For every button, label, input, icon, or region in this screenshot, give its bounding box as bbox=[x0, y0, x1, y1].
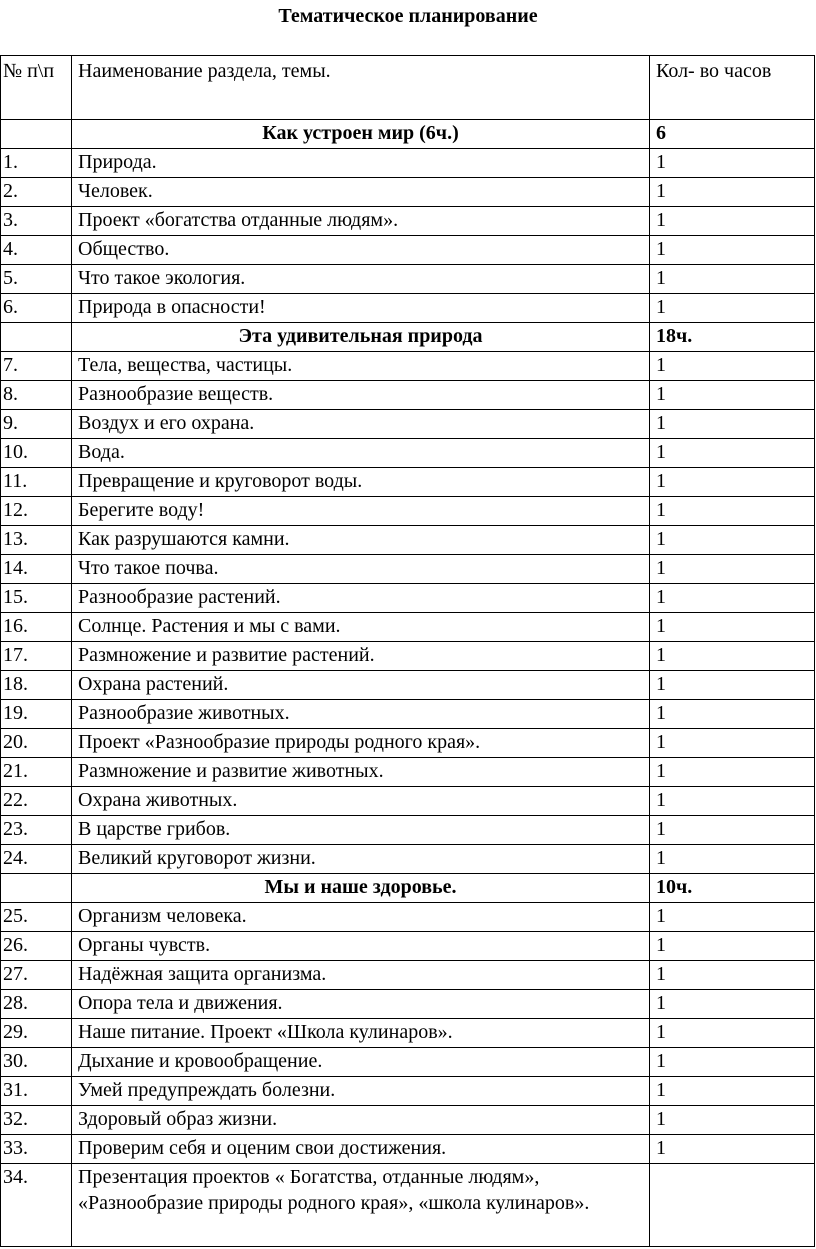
cell-num: 11. bbox=[1, 468, 72, 497]
cell-num: 23. bbox=[1, 816, 72, 845]
cell-hours: 1 bbox=[650, 700, 815, 729]
cell-hours: 1 bbox=[650, 1048, 815, 1077]
cell-num: 22. bbox=[1, 787, 72, 816]
cell-hours: 18ч. bbox=[650, 323, 815, 352]
section-row bbox=[1, 323, 815, 352]
cell-hours: 1 bbox=[650, 381, 815, 410]
section-row bbox=[1, 874, 815, 903]
cell-topic: Разнообразие животных. bbox=[72, 700, 650, 729]
cell-hours: 1 bbox=[650, 410, 815, 439]
cell-topic: Что такое почва. bbox=[72, 555, 650, 584]
cell-num: 34. bbox=[1, 1164, 72, 1247]
cell-topic: Что такое экология. bbox=[72, 265, 650, 294]
cell-topic: Превращение и круговорот воды. bbox=[72, 468, 650, 497]
cell-num: 32. bbox=[1, 1106, 72, 1135]
planning-table-body bbox=[1, 56, 815, 1247]
cell-hours: 1 bbox=[650, 439, 815, 468]
table-row bbox=[1, 352, 815, 381]
cell-hours: 1 bbox=[650, 265, 815, 294]
cell-topic: Дыхание и кровообращение. bbox=[72, 1048, 650, 1077]
header-name: Наименование раздела, темы. bbox=[72, 56, 650, 120]
cell-num: 16. bbox=[1, 613, 72, 642]
section-row bbox=[1, 120, 815, 149]
cell-topic: Наше питание. Проект «Школа кулинаров». bbox=[72, 1019, 650, 1048]
cell-topic: Охрана животных. bbox=[72, 787, 650, 816]
cell-hours: 1 bbox=[650, 584, 815, 613]
cell-topic: Организм человека. bbox=[72, 903, 650, 932]
table-row bbox=[1, 410, 815, 439]
cell-hours: 1 bbox=[650, 816, 815, 845]
cell-topic: Презентация проектов « Богатства, отданные людям», «Разнообразие природы родного края», «школа кулинаров». bbox=[72, 1164, 650, 1247]
cell-topic: Вода. bbox=[72, 439, 650, 468]
table-row bbox=[1, 497, 815, 526]
cell-topic: Размножение и развитие животных. bbox=[72, 758, 650, 787]
table-row bbox=[1, 265, 815, 294]
cell-hours: 1 bbox=[650, 207, 815, 236]
cell-num: 8. bbox=[1, 381, 72, 410]
cell-num bbox=[1, 120, 72, 149]
table-row bbox=[1, 1164, 815, 1247]
cell-hours: 1 bbox=[650, 903, 815, 932]
cell-num: 30. bbox=[1, 1048, 72, 1077]
cell-num: 17. bbox=[1, 642, 72, 671]
table-row bbox=[1, 294, 815, 323]
table-row bbox=[1, 178, 815, 207]
cell-hours: 1 bbox=[650, 642, 815, 671]
cell-num: 29. bbox=[1, 1019, 72, 1048]
planning-table bbox=[0, 55, 815, 1247]
cell-hours: 1 bbox=[650, 990, 815, 1019]
cell-num: 28. bbox=[1, 990, 72, 1019]
table-header-row bbox=[1, 56, 815, 120]
cell-hours: 1 bbox=[650, 497, 815, 526]
cell-hours: 1 bbox=[650, 961, 815, 990]
cell-num: 19. bbox=[1, 700, 72, 729]
cell-hours: 1 bbox=[650, 468, 815, 497]
page-title: Тематическое планирование bbox=[278, 5, 538, 27]
cell-topic: Как разрушаются камни. bbox=[72, 526, 650, 555]
table-row bbox=[1, 381, 815, 410]
section-title: Мы и наше здоровье. bbox=[72, 874, 650, 903]
table-row bbox=[1, 816, 815, 845]
cell-topic: Берегите воду! bbox=[72, 497, 650, 526]
cell-hours: 1 bbox=[650, 352, 815, 381]
cell-hours: 1 bbox=[650, 236, 815, 265]
table-row bbox=[1, 990, 815, 1019]
table-row bbox=[1, 758, 815, 787]
table-row bbox=[1, 1106, 815, 1135]
cell-topic: Природа. bbox=[72, 149, 650, 178]
table-row bbox=[1, 671, 815, 700]
cell-topic: Опора тела и движения. bbox=[72, 990, 650, 1019]
cell-hours: 1 bbox=[650, 613, 815, 642]
cell-num: 15. bbox=[1, 584, 72, 613]
header-num: № п\п bbox=[1, 56, 72, 120]
table-row bbox=[1, 642, 815, 671]
table-row bbox=[1, 584, 815, 613]
cell-topic: Органы чувств. bbox=[72, 932, 650, 961]
cell-num: 20. bbox=[1, 729, 72, 758]
cell-topic: Великий круговорот жизни. bbox=[72, 845, 650, 874]
table-row bbox=[1, 555, 815, 584]
cell-topic: Проект «богатства отданные людям». bbox=[72, 207, 650, 236]
cell-topic: Воздух и его охрана. bbox=[72, 410, 650, 439]
cell-hours bbox=[650, 1164, 815, 1247]
cell-topic: Умей предупреждать болезни. bbox=[72, 1077, 650, 1106]
table-row bbox=[1, 729, 815, 758]
cell-num: 4. bbox=[1, 236, 72, 265]
cell-hours: 1 bbox=[650, 1135, 815, 1164]
cell-topic: Природа в опасности! bbox=[72, 294, 650, 323]
cell-hours: 1 bbox=[650, 178, 815, 207]
cell-num: 12. bbox=[1, 497, 72, 526]
table-row bbox=[1, 700, 815, 729]
cell-topic: В царстве грибов. bbox=[72, 816, 650, 845]
cell-num: 27. bbox=[1, 961, 72, 990]
cell-topic: Охрана растений. bbox=[72, 671, 650, 700]
cell-num: 24. bbox=[1, 845, 72, 874]
table-row bbox=[1, 613, 815, 642]
table-row bbox=[1, 903, 815, 932]
cell-num: 6. bbox=[1, 294, 72, 323]
table-row bbox=[1, 1019, 815, 1048]
cell-hours: 10ч. bbox=[650, 874, 815, 903]
cell-num: 2. bbox=[1, 178, 72, 207]
table-row bbox=[1, 1135, 815, 1164]
cell-topic: Солнце. Растения и мы с вами. bbox=[72, 613, 650, 642]
cell-hours: 6 bbox=[650, 120, 815, 149]
table-row bbox=[1, 526, 815, 555]
cell-topic: Проверим себя и оценим свои достижения. bbox=[72, 1135, 650, 1164]
cell-hours: 1 bbox=[650, 526, 815, 555]
cell-num: 13. bbox=[1, 526, 72, 555]
cell-topic: Разнообразие веществ. bbox=[72, 381, 650, 410]
cell-hours: 1 bbox=[650, 555, 815, 584]
cell-topic: Проект «Разнообразие природы родного края». bbox=[72, 729, 650, 758]
cell-num: 31. bbox=[1, 1077, 72, 1106]
cell-hours: 1 bbox=[650, 1077, 815, 1106]
cell-topic: Здоровый образ жизни. bbox=[72, 1106, 650, 1135]
table-row bbox=[1, 1077, 815, 1106]
table-row bbox=[1, 236, 815, 265]
cell-topic: Разнообразие растений. bbox=[72, 584, 650, 613]
cell-hours: 1 bbox=[650, 932, 815, 961]
cell-hours: 1 bbox=[650, 1106, 815, 1135]
cell-num: 7. bbox=[1, 352, 72, 381]
table-row bbox=[1, 1048, 815, 1077]
cell-hours: 1 bbox=[650, 845, 815, 874]
cell-num: 21. bbox=[1, 758, 72, 787]
cell-hours: 1 bbox=[650, 758, 815, 787]
table-row bbox=[1, 961, 815, 990]
table-row bbox=[1, 932, 815, 961]
cell-topic: Размножение и развитие растений. bbox=[72, 642, 650, 671]
cell-num bbox=[1, 874, 72, 903]
cell-num: 1. bbox=[1, 149, 72, 178]
table-row bbox=[1, 845, 815, 874]
cell-topic: Надёжная защита организма. bbox=[72, 961, 650, 990]
section-title: Эта удивительная природа bbox=[72, 323, 650, 352]
cell-hours: 1 bbox=[650, 787, 815, 816]
table-row bbox=[1, 468, 815, 497]
cell-num: 18. bbox=[1, 671, 72, 700]
cell-num bbox=[1, 323, 72, 352]
table-row bbox=[1, 439, 815, 468]
cell-topic: Человек. bbox=[72, 178, 650, 207]
cell-num: 9. bbox=[1, 410, 72, 439]
section-title: Как устроен мир (6ч.) bbox=[72, 120, 650, 149]
table-row bbox=[1, 787, 815, 816]
cell-num: 14. bbox=[1, 555, 72, 584]
cell-topic: Общество. bbox=[72, 236, 650, 265]
cell-hours: 1 bbox=[650, 671, 815, 700]
cell-hours: 1 bbox=[650, 149, 815, 178]
cell-topic: Тела, вещества, частицы. bbox=[72, 352, 650, 381]
cell-num: 25. bbox=[1, 903, 72, 932]
cell-hours: 1 bbox=[650, 729, 815, 758]
cell-hours: 1 bbox=[650, 1019, 815, 1048]
cell-num: 10. bbox=[1, 439, 72, 468]
header-hours: Кол- во часов bbox=[650, 56, 815, 120]
cell-hours: 1 bbox=[650, 294, 815, 323]
cell-num: 3. bbox=[1, 207, 72, 236]
cell-num: 26. bbox=[1, 932, 72, 961]
table-row bbox=[1, 207, 815, 236]
cell-num: 5. bbox=[1, 265, 72, 294]
table-row bbox=[1, 149, 815, 178]
cell-num: 33. bbox=[1, 1135, 72, 1164]
